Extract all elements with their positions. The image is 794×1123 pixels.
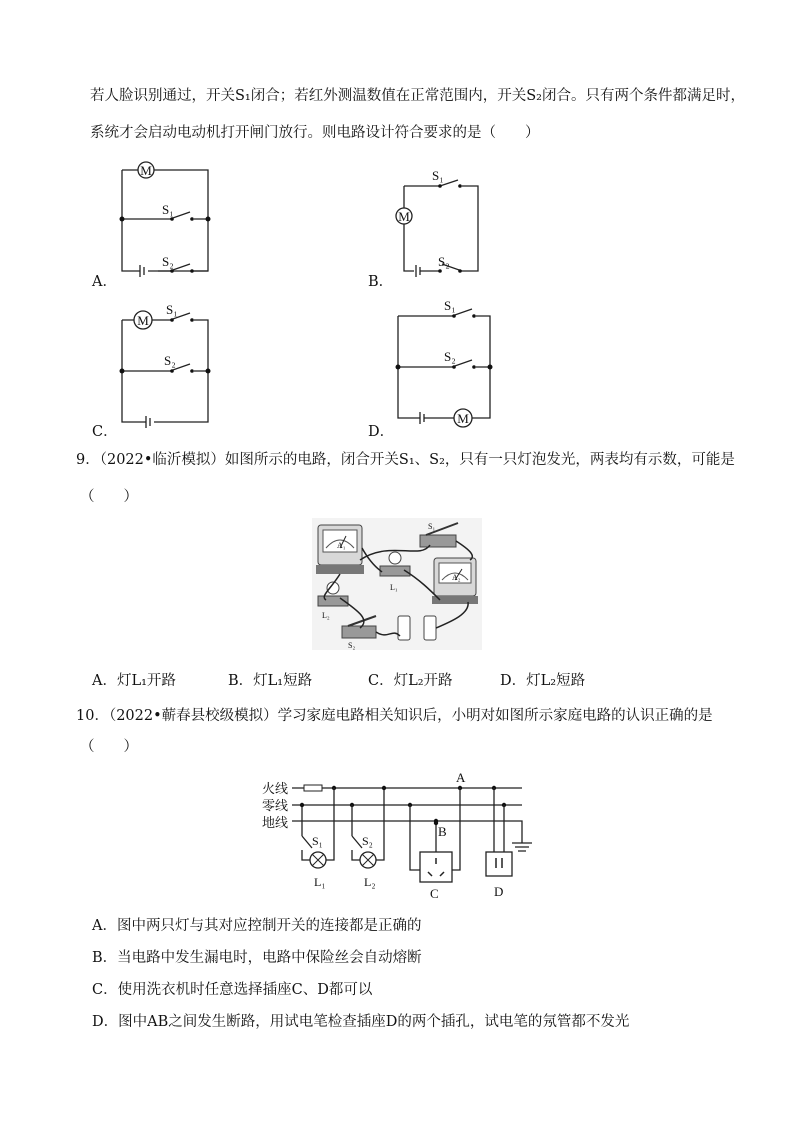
svg-text:L₁: L₁ (314, 875, 326, 889)
q8-stem-line2: 系统才会启动电动机打开闸门放行。则电路设计符合要求的是（ ） (90, 125, 540, 141)
q8-stem-line1: 若人脸识别通过，开关S₁闭合；若红外测温数值在正常范围内，开关S₂闭合。只有两个条件都满足时， (90, 88, 745, 104)
svg-text:零线: 零线 (262, 798, 289, 813)
fuse-icon (304, 785, 322, 791)
svg-text:S₁: S₁ (444, 298, 456, 313)
q9-stem-line1: 9．（2022•临沂模拟）如图所示的电路，闭合开关S₁、S₂，只有一只灯泡发光，两表均有示数，可能是 (76, 452, 735, 468)
q10-option-d[interactable]: D．图中AB之间发生断路，用试电笔检查插座D的两个插孔，试电笔的氖管都不发光 (92, 1014, 630, 1030)
svg-text:A₁: A₁ (337, 541, 346, 550)
svg-text:S₁: S₁ (312, 834, 323, 848)
svg-text:L₂: L₂ (322, 611, 330, 620)
svg-text:火线: 火线 (262, 781, 289, 796)
q8-option-d-label: D． (368, 424, 395, 440)
svg-text:S₂: S₂ (348, 641, 356, 650)
svg-text:M: M (137, 313, 149, 328)
svg-text:S₁: S₁ (428, 522, 436, 531)
q10-option-c[interactable]: C．使用洗衣机时任意选择插座C、D都可以 (92, 982, 373, 998)
svg-text:S₁: S₁ (166, 302, 178, 317)
svg-text:S₂: S₂ (444, 349, 456, 364)
svg-text:A: A (456, 770, 466, 785)
svg-text:L₂: L₂ (364, 875, 376, 889)
q10-option-b[interactable]: B．当电路中发生漏电时，电路中保险丝会自动熔断 (92, 950, 422, 966)
svg-text:L₁: L₁ (390, 583, 398, 592)
svg-text:M: M (457, 411, 469, 426)
q10-stem-line1: 10．（2022•蕲春县校级模拟）学习家庭电路相关知识后，小明对如图所示家庭电路的认识正确的是 (76, 708, 713, 724)
svg-text:S₂: S₂ (164, 353, 176, 368)
q10-option-a[interactable]: A．图中两只灯与其对应控制开关的连接都是正确的 (92, 918, 422, 934)
three-hole-socket-icon (420, 852, 452, 882)
q10-stem-line2: （ ） (80, 739, 138, 755)
q8-option-a-label: A． (92, 274, 117, 290)
svg-text:S₂: S₂ (362, 834, 373, 848)
svg-text:S₁: S₁ (162, 202, 174, 217)
svg-text:S₂: S₂ (438, 254, 450, 269)
svg-text:S₁: S₁ (432, 168, 444, 183)
two-hole-socket-icon (486, 852, 512, 876)
svg-text:A₂: A₂ (452, 573, 461, 582)
svg-text:M: M (140, 163, 152, 178)
q9-option-a[interactable]: A．灯L₁开路 (92, 673, 176, 689)
svg-text:B: B (438, 824, 447, 839)
svg-text:地线: 地线 (262, 815, 289, 830)
q9-option-d[interactable]: D．灯L₂短路 (500, 673, 586, 689)
q8-option-b-label: B． (368, 274, 394, 290)
svg-text:D: D (494, 884, 504, 899)
q9-option-c[interactable]: C．灯L₂开路 (368, 673, 453, 689)
svg-text:M: M (398, 209, 410, 224)
svg-text:S₂: S₂ (162, 254, 174, 269)
q9-option-b[interactable]: B．灯L₁短路 (228, 673, 313, 689)
q9-stem-line2: （ ） (80, 489, 138, 505)
svg-text:C: C (430, 886, 439, 901)
q8-option-c-label: C． (92, 424, 118, 440)
